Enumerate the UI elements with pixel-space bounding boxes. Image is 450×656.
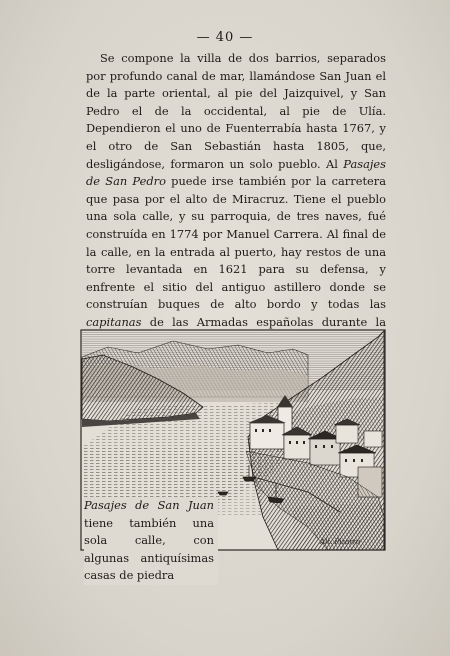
- place-name-pasajes-san-pedro: Pasajes de San Pedro: [86, 156, 386, 189]
- text-segment: de las Armadas españolas durante la: [149, 314, 386, 329]
- text-segment: Se compone la villa de dos barrios, separados por profundo canal de mar, llamándose San Juan el de la parte oriental, al pie del Jaizquivel, y San Pedro el de la occidental, al pie de Ulía. Dependieron el uno de Fuenterrabía hasta 1767, y el otro de San Sebastián hasta 1805, que, desligándose, formaron un solo pueblo. Al: [86, 51, 386, 171]
- body-paragraph-container: [86, 50, 386, 349]
- page-number: — 40 —: [196, 30, 254, 45]
- inset-body: tiene también una sola calle, con algunas antiquísimas casas de piedra: [84, 515, 214, 582]
- inset-title: Pasajes de San Juan: [84, 498, 214, 512]
- term-capitanas: capitanas: [86, 314, 142, 329]
- inset-caption: [84, 497, 218, 585]
- body-paragraph: [86, 50, 386, 349]
- text-segment: puede irse también por la carretera que pasa por el alto de Miracruz. Tiene el pueblo una sola calle, y su parroquia, de tres naves, fué construída en 1774 por Manuel Carrera. Al final de la calle, en la entrada al puerto, hay restos de una torre levantada en 1621 para su defensa, y enfrente el sitio del antiguo astillero donde se construían buques de alto bordo y todas las: [86, 174, 386, 312]
- inset-paragraph: [84, 497, 214, 585]
- engraver-signature: Alt. Pizarro: [320, 538, 361, 546]
